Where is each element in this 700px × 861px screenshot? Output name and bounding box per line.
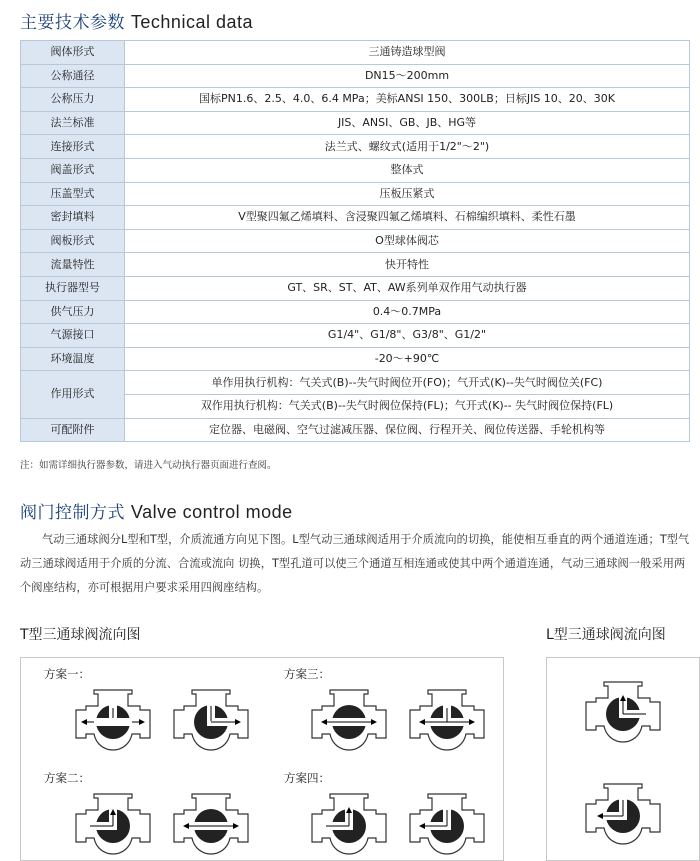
- spec-value: G1/4"、G1/8"、G3/8"、G1/2": [125, 324, 690, 348]
- spec-label: 环境温度: [21, 347, 125, 371]
- t-diagram-title: T型三通球阀流向图: [20, 627, 141, 643]
- valve-diagram-t1a: [70, 688, 156, 752]
- spec-value: 国标PN1.6、2.5、4.0、6.4 MPa；美标ANSI 150、300LB；日标JIS 10、20、30K: [125, 88, 690, 112]
- valve-diagram-t1b: [168, 688, 254, 752]
- spec-row: [21, 111, 690, 135]
- spec-label: 阀盖形式: [21, 158, 125, 182]
- valve-diagram-t3a: [306, 688, 392, 752]
- spec-label: 阀体形式: [21, 41, 125, 65]
- spec-value: 压板压紧式: [125, 182, 690, 206]
- spec-value: DN15～200mm: [125, 64, 690, 88]
- tech-title-cn: 主要技术参数: [20, 13, 125, 33]
- control-title-cn: 阀门控制方式: [20, 503, 125, 523]
- valve-diagram-t4a: [306, 792, 392, 856]
- spec-value: O型球体阀芯: [125, 229, 690, 253]
- spec-label: 流量特性: [21, 253, 125, 277]
- spec-row: [21, 135, 690, 159]
- tech-title-en: Technical data: [130, 12, 253, 32]
- l-diagram-title: L型三通球阀流向图: [546, 627, 666, 643]
- spec-value: 定位器、电磁阀、空气过滤减压器、保位阀、行程开关、阀位传送器、手轮机构等: [125, 418, 690, 442]
- spec-row: [21, 206, 690, 230]
- control-paragraph-text: 气动三通球阀分L型和T型，介质流通方向见下图。L型气动三通球阀适用于介质流向的切换，能使相互垂直的两个通道连通；T型气动三通球阀适用于介质的分流、合流或流向 切换，T型孔道可以使三个通道互相连通或使其中两个通道连通，气动三通球阀一般采用两个阀座结构，亦可根据用户要求采用四阀座结构。: [20, 533, 690, 594]
- spec-label: 连接形式: [21, 135, 125, 159]
- spec-value: 快开特性: [125, 253, 690, 277]
- spec-label: 压盖型式: [21, 182, 125, 206]
- control-paragraph: [20, 528, 696, 600]
- spec-row: [21, 418, 690, 442]
- spec-value: 整体式: [125, 158, 690, 182]
- spec-row: [21, 347, 690, 371]
- spec-label: 执行器型号: [21, 276, 125, 300]
- valve-diagram-t2b: [168, 792, 254, 856]
- valve-diagram-t2a: [70, 792, 156, 856]
- spec-row: [21, 371, 690, 395]
- spec-row: [21, 229, 690, 253]
- spec-label: 供气压力: [21, 300, 125, 324]
- valve-diagram-l1: [580, 680, 666, 744]
- spec-row: [21, 41, 690, 65]
- spec-label: 公称通径: [21, 64, 125, 88]
- spec-label: 气源接口: [21, 324, 125, 348]
- valve-diagram-t4b: [404, 792, 490, 856]
- valve-diagram-t3b: [404, 688, 490, 752]
- control-section-title: [20, 498, 293, 523]
- spec-value: -20～+90℃: [125, 347, 690, 371]
- control-title-en: Valve control mode: [130, 502, 293, 522]
- spec-row: [21, 64, 690, 88]
- spec-value: JIS、ANSI、GB、JB、HG等: [125, 111, 690, 135]
- spec-label: 密封填料: [21, 206, 125, 230]
- tech-section-title: [20, 8, 253, 33]
- spec-row: [21, 253, 690, 277]
- spec-value: V型聚四氟乙烯填料、含浸聚四氟乙烯填料、石棉编织填料、柔性石墨: [125, 206, 690, 230]
- spec-label: 阀板形式: [21, 229, 125, 253]
- spec-row: [21, 88, 690, 112]
- spec-label: 可配附件: [21, 418, 125, 442]
- valve-diagram-l2: [580, 782, 666, 846]
- spec-label: 法兰标准: [21, 111, 125, 135]
- spec-label: 作用形式: [21, 371, 125, 418]
- spec-table: [20, 40, 690, 442]
- spec-label: 公称压力: [21, 88, 125, 112]
- plan-4-label: 方案四：: [284, 771, 330, 785]
- spec-value: 双作用执行机构：气关式(B)--失气时阀位保持(FL)；气开式(K)-- 失气时阀位保持(FL): [125, 394, 690, 418]
- plan-3-label: 方案三：: [284, 667, 330, 681]
- spec-value: GT、SR、ST、AT、AW系列单双作用气动执行器: [125, 276, 690, 300]
- spec-value: 三通铸造球型阀: [125, 41, 690, 65]
- spec-row: [21, 182, 690, 206]
- plan-2-label: 方案二：: [44, 771, 90, 785]
- spec-value: 单作用执行机构：气关式(B)--失气时阀位开(FO)；气开式(K)--失气时阀位关(FC): [125, 371, 690, 395]
- spec-note: 注：如需详细执行器参数，请进入气动执行器页面进行查阅。: [20, 460, 277, 471]
- spec-row: [21, 324, 690, 348]
- spec-row: [21, 300, 690, 324]
- plan-1-label: 方案一：: [44, 667, 90, 681]
- spec-value: 法兰式、螺纹式(适用于1/2"～2"): [125, 135, 690, 159]
- spec-row: [21, 276, 690, 300]
- spec-row: [21, 158, 690, 182]
- spec-value: 0.4～0.7MPa: [125, 300, 690, 324]
